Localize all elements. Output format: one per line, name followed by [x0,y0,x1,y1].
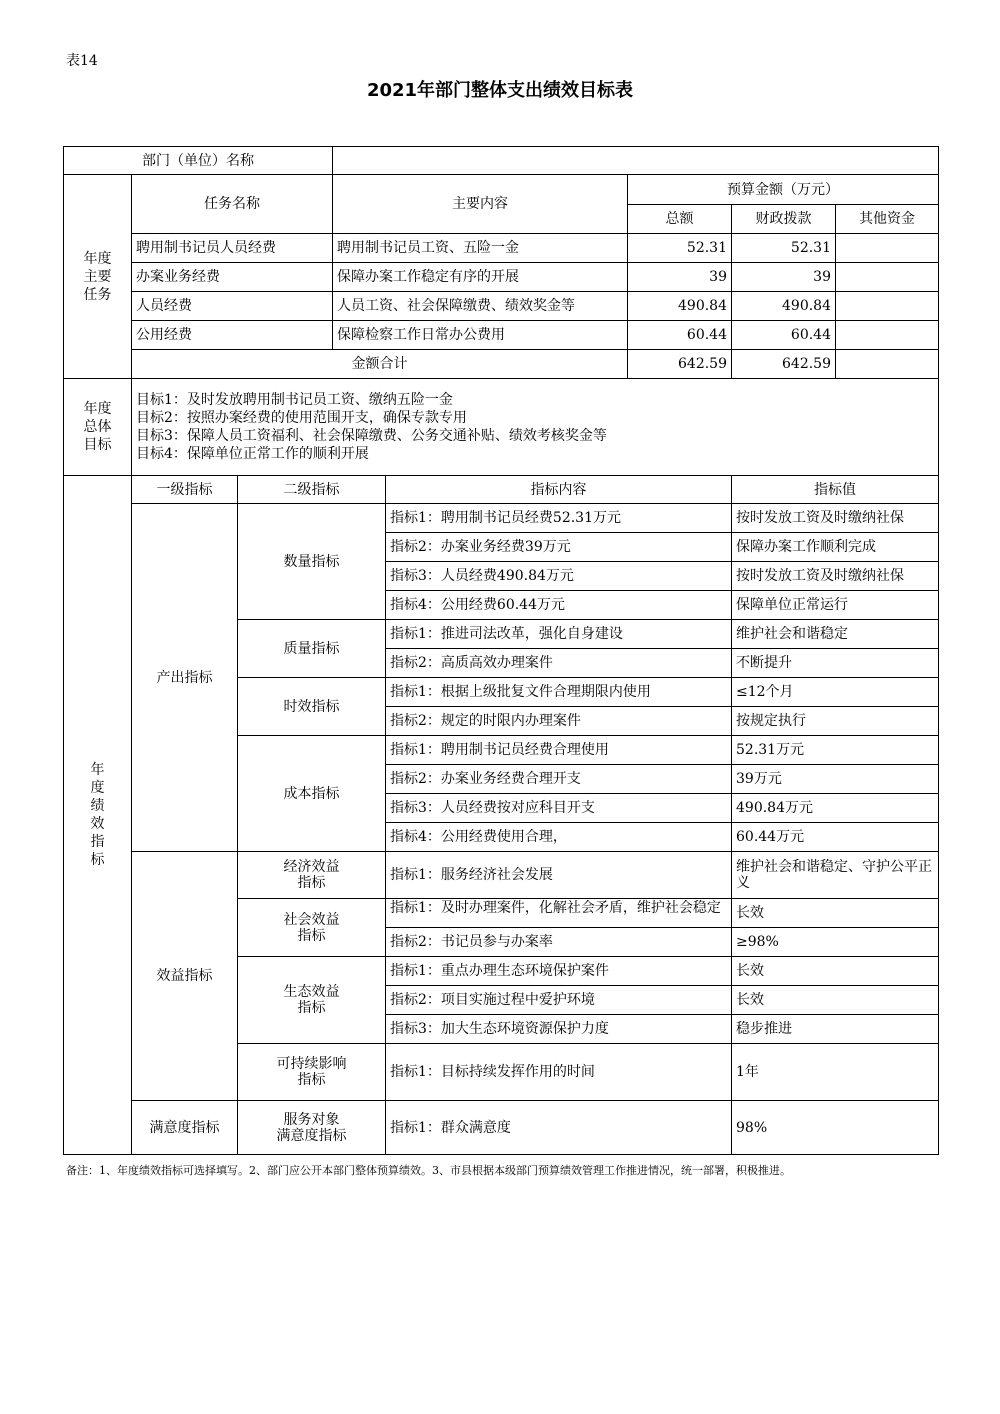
indicator-content: 指标3：加大生态环境资源保护力度 [386,1015,732,1044]
indicator-value: 稳步推进 [732,1015,939,1044]
task-row [64,234,939,263]
task-fiscal: 52.31 [732,234,836,263]
task-total: 52.31 [628,234,732,263]
task-row [64,321,939,350]
dept-label: 部门（单位）名称 [64,147,333,175]
indicator-content: 指标2：办案业务经费合理开支 [386,765,732,794]
task-name: 人员经费 [132,292,333,321]
goals-list [132,379,939,476]
sum-other [836,350,939,379]
task-total: 490.84 [628,292,732,321]
col-main-content: 主要内容 [333,175,628,234]
level2-cost: 成本指标 [238,736,386,852]
col-level2: 二级指标 [238,476,386,504]
task-total: 60.44 [628,321,732,350]
task-other [836,234,939,263]
level2-quality: 质量指标 [238,620,386,678]
indicator-content: 指标4：公用经费60.44万元 [386,591,732,620]
indicator-value: 98% [732,1101,939,1155]
indicator-value: 长效 [732,957,939,986]
indicator-content: 指标1：服务经济社会发展 [386,852,732,899]
indicator-value: 保障单位正常运行 [732,591,939,620]
col-fiscal: 财政拨款 [732,205,836,234]
indicator-content: 指标2：书记员参与办案率 [386,928,732,957]
indicator-content: 指标1：重点办理生态环境保护案件 [386,957,732,986]
task-fiscal: 490.84 [732,292,836,321]
sum-fiscal: 642.59 [732,350,836,379]
budget-table [63,146,939,476]
indicator-value: ≤12个月 [732,678,939,707]
level2-timeliness: 时效指标 [238,678,386,736]
task-fiscal: 60.44 [732,321,836,350]
level2-service-satisfaction: 服务对象 满意度指标 [238,1101,386,1155]
col-other: 其他资金 [836,205,939,234]
footnote: 备注：1、年度绩效指标可选择填写。2、部门应公开本部门整体预算绩效。3、市县根据本级部门预算绩效管理工作推进情况，统一部署，积极推进。 [66,1164,791,1177]
task-fiscal: 39 [732,263,836,292]
task-total: 39 [628,263,732,292]
indicator-content: 指标3：人员经费490.84万元 [386,562,732,591]
level2-social: 社会效益 指标 [238,899,386,957]
col-total: 总额 [628,205,732,234]
task-content: 人员工资、社会保障缴费、绩效奖金等 [333,292,628,321]
col-task-name: 任务名称 [132,175,333,234]
col-indicator-value: 指标值 [732,476,939,504]
indicator-value: 不断提升 [732,649,939,678]
indicator-content: 指标1：及时办理案件，化解社会矛盾，维护社会稳定 [386,899,732,928]
indicator-value: 60.44万元 [732,823,939,852]
indicator-content: 指标3：人员经费按对应科目开支 [386,794,732,823]
indicator-value: 490.84万元 [732,794,939,823]
indicator-content: 指标1：根据上级批复文件合理期限内使用 [386,678,732,707]
sum-label: 金额合计 [132,350,628,379]
level2-quantity: 数量指标 [238,504,386,620]
level2-economic: 经济效益 指标 [238,852,386,899]
level1-satisfaction: 满意度指标 [132,1101,238,1155]
goal-item: 目标2：按照办案经费的使用范围开支，确保专款专用 [136,410,467,426]
task-row [64,263,939,292]
indicator-content: 指标2：高质高效办理案件 [386,649,732,678]
tasks-section-label: 年度 主要 任务 [64,175,132,379]
task-row [64,292,939,321]
level2-ecological: 生态效益 指标 [238,957,386,1044]
indicator-value: 长效 [732,899,939,928]
col-level1: 一级指标 [132,476,238,504]
indicator-value: 保障办案工作顺利完成 [732,533,939,562]
goal-item: 目标3：保障人员工资福利、社会保障缴费、公务交通补贴、绩效考核奖金等 [136,428,607,444]
indicator-content: 指标2：项目实施过程中爱护环境 [386,986,732,1015]
task-name: 公用经费 [132,321,333,350]
indicator-content: 指标4：公用经费使用合理， [386,823,732,852]
task-other [836,263,939,292]
indicator-value: 按规定执行 [732,707,939,736]
task-other [836,292,939,321]
col-budget: 预算金额（万元） [628,175,939,205]
task-content: 保障检察工作日常办公费用 [333,321,628,350]
indicators-section-label: 年 度 绩 效 指 标 [64,476,132,1155]
indicator-content: 指标2：规定的时限内办理案件 [386,707,732,736]
task-content: 保障办案工作稳定有序的开展 [333,263,628,292]
indicator-value: 按时发放工资及时缴纳社保 [732,504,939,533]
col-indicator-content: 指标内容 [386,476,732,504]
indicator-value: 维护社会和谐稳定、守护公平正义 [732,852,939,899]
task-name: 办案业务经费 [132,263,333,292]
indicator-value: 维护社会和谐稳定 [732,620,939,649]
level2-sustainability: 可持续影响 指标 [238,1044,386,1101]
goal-item: 目标4：保障单位正常工作的顺利开展 [136,446,369,462]
task-content: 聘用制书记员工资、五险一金 [333,234,628,263]
sum-total: 642.59 [628,350,732,379]
indicator-value: 39万元 [732,765,939,794]
goal-item: 目标1：及时发放聘用制书记员工资、缴纳五险一金 [136,392,453,408]
indicator-value: 1年 [732,1044,939,1101]
task-other [836,321,939,350]
indicator-content: 指标1：群众满意度 [386,1101,732,1155]
indicator-value: 按时发放工资及时缴纳社保 [732,562,939,591]
table-number: 表14 [66,53,98,69]
indicator-content: 指标2：办案业务经费39万元 [386,533,732,562]
indicator-table [63,475,939,1155]
level1-benefit: 效益指标 [132,852,238,1101]
goals-section-label: 年度 总体 目标 [64,379,132,476]
indicator-content: 指标1：推进司法改革，强化自身建设 [386,620,732,649]
indicator-value: 52.31万元 [732,736,939,765]
sum-row [64,350,939,379]
indicator-content: 指标1：目标持续发挥作用的时间 [386,1044,732,1101]
indicator-content: 指标1：聘用制书记员经费52.31万元 [386,504,732,533]
level1-output: 产出指标 [132,504,238,852]
indicator-value: ≥98% [732,928,939,957]
indicator-content: 指标1：聘用制书记员经费合理使用 [386,736,732,765]
page-title: 2021年部门整体支出绩效目标表 [366,80,634,101]
indicator-value: 长效 [732,986,939,1015]
dept-value [333,147,939,175]
task-name: 聘用制书记员人员经费 [132,234,333,263]
